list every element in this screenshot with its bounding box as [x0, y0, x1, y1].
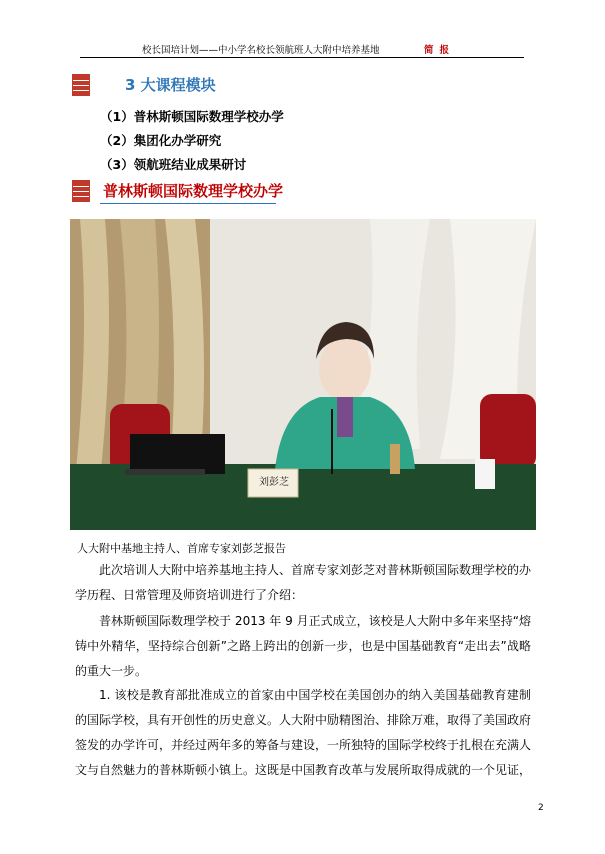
section-title-princeton: 普林斯顿国际数理学校办学	[103, 182, 284, 200]
section-title-modules: 3 大课程模块	[125, 76, 216, 94]
page-number: 2	[538, 803, 544, 813]
module-item: （2）集团化办学研究	[100, 133, 222, 148]
lecture-photo	[70, 219, 536, 530]
photo-caption: 人大附中基地主持人、首席专家刘彭芝报告	[77, 542, 286, 555]
header-divider	[80, 57, 524, 58]
photo-illustration	[70, 219, 536, 530]
section-ribbon-icon	[72, 74, 90, 96]
header-title: 校长国培计划——中小学名校长领航班人大附中培养基地	[142, 45, 380, 56]
module-item: （1）普林斯顿国际数理学校办学	[100, 109, 284, 124]
module-item: （3）领航班结业成果研讨	[100, 157, 247, 172]
body-paragraph: 1. 该校是教育部批准成立的首家由中国学校在美国创办的纳入美国基础教育建制的国际学校，具有开创性的历史意义。人大附中励精图治、排除万难，取得了美国政府签发的办学许可，并经过两年多的筹备与建设，一所独特的国际学校终于扎根在充满人文与自然魅力的普林斯顿小镇上。这既是中国教育改革与发展所取得成就的一个见证，	[75, 688, 532, 777]
section-underline	[100, 203, 276, 204]
body-paragraph: 普林斯顿国际数理学校于 2013 年 9 月正式成立，该校是人大附中多年来坚持“熔铸中外精华，坚持综合创新”之路上跨出的创新一步，也是中国基础教育“走出去”战略的重大一步。	[75, 614, 531, 678]
header-badge: 简报	[424, 45, 456, 56]
section-ribbon-icon	[72, 180, 90, 202]
body-paragraph: 此次培训人大附中培养基地主持人、首席专家刘彭芝对普林斯顿国际数理学校的办学历程、日常管理及师资培训进行了介绍：	[75, 563, 532, 602]
speaker-nameplate: 刘彭芝	[259, 477, 289, 488]
